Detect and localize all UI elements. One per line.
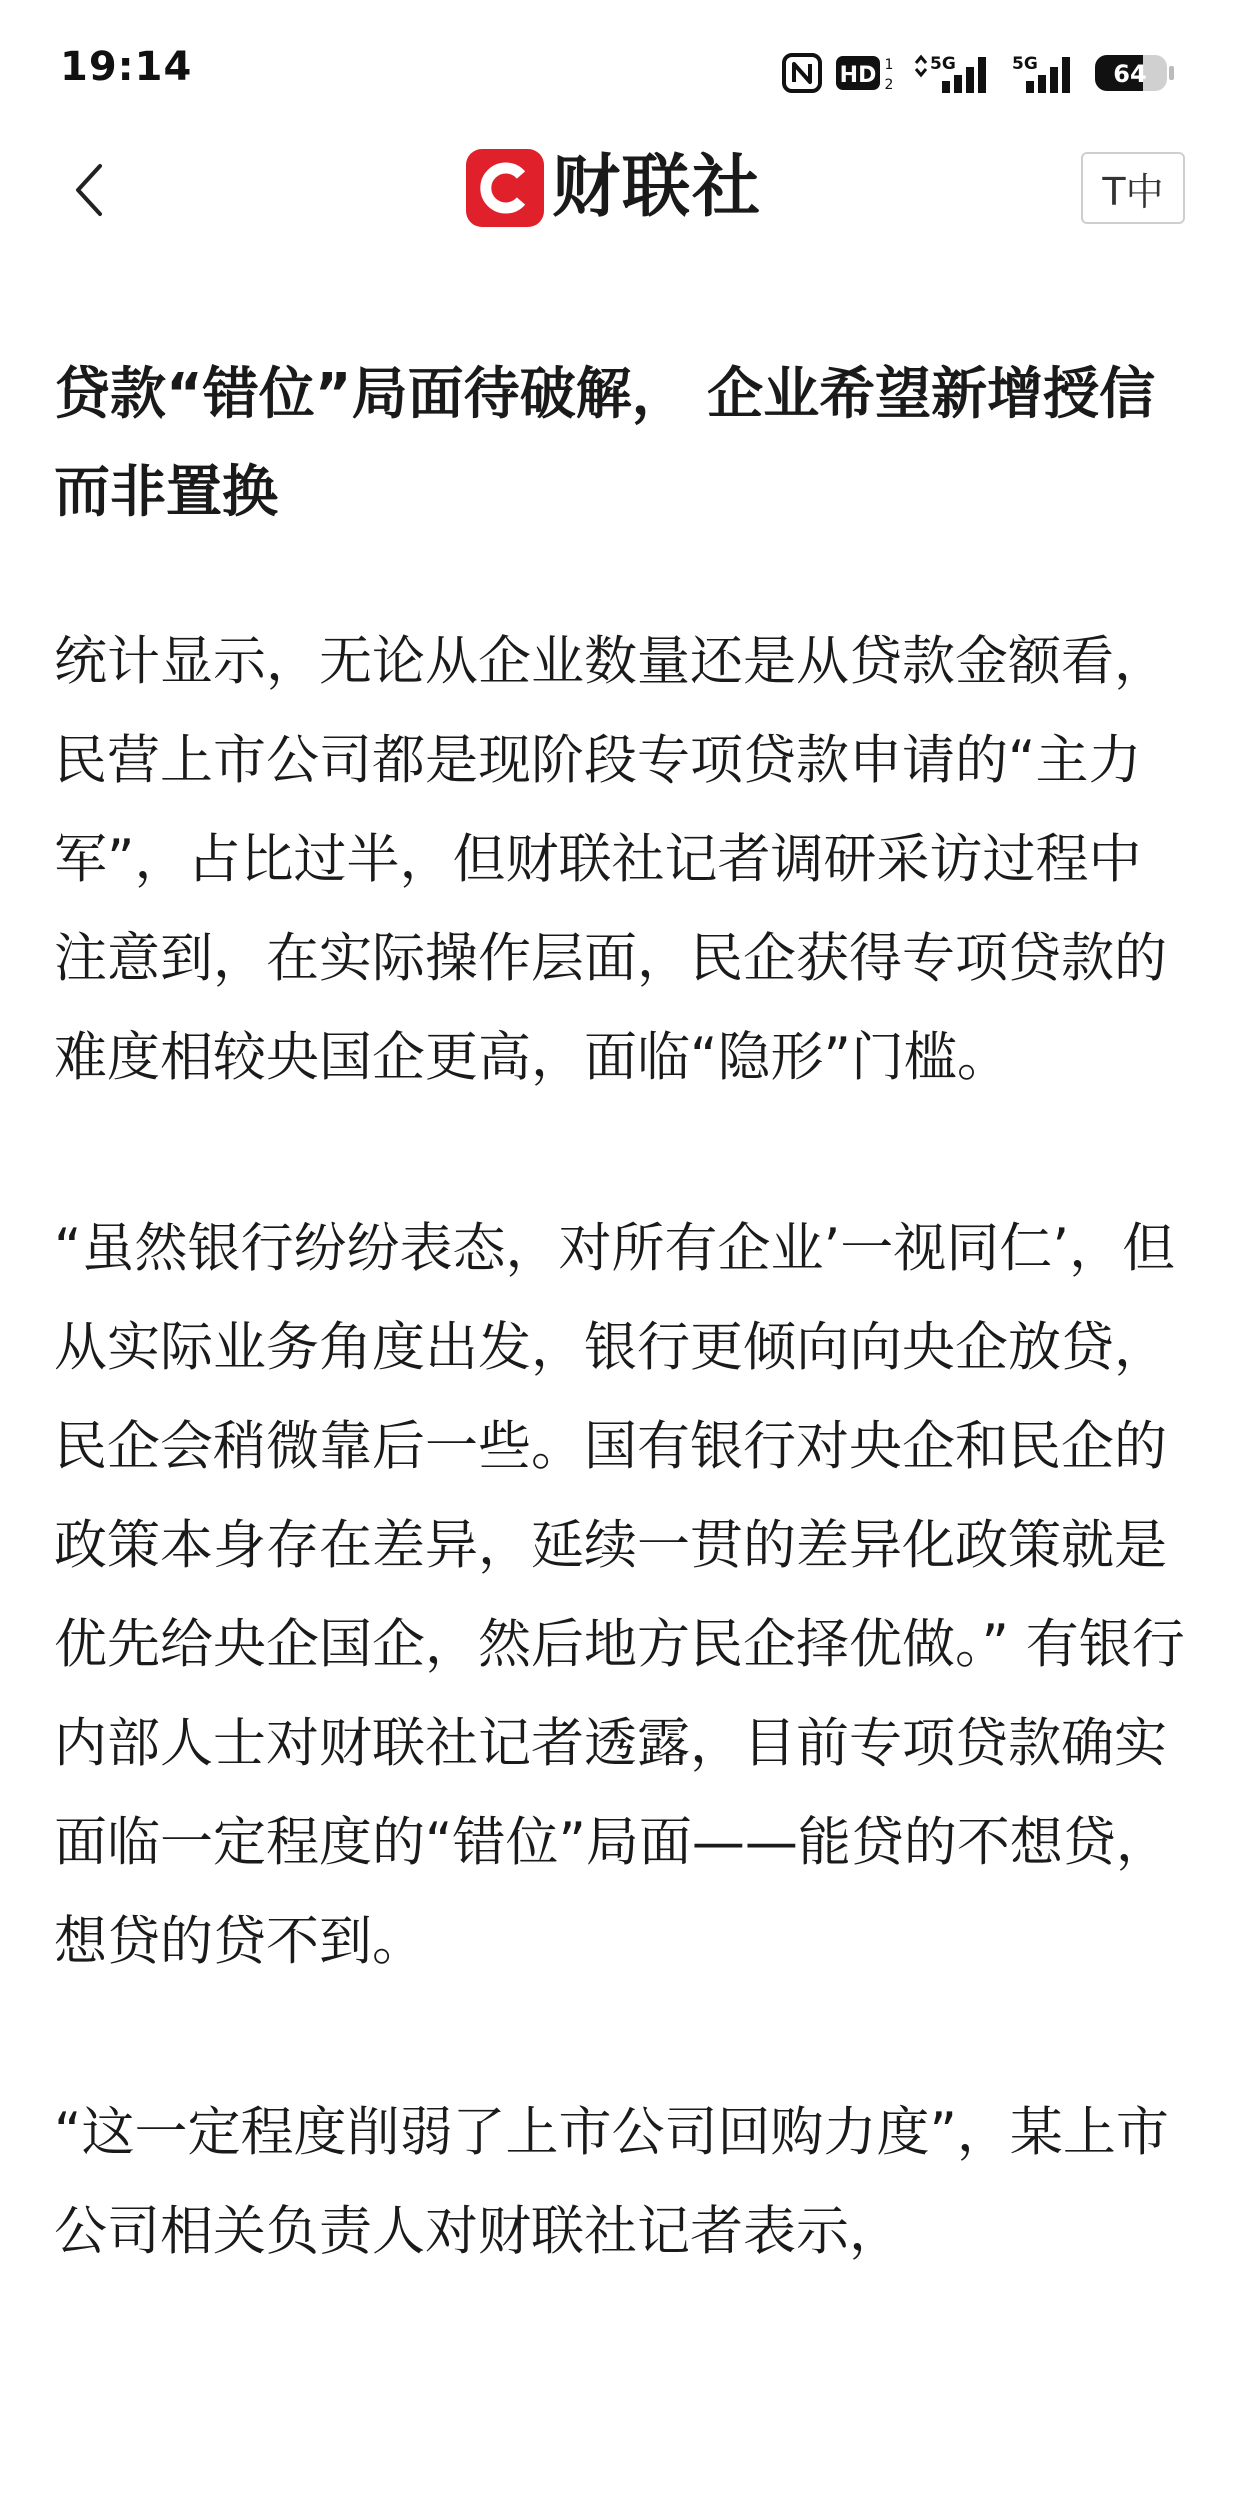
status-time: 19:14 <box>60 44 193 90</box>
article-paragraph: “虽然银行纷纷表态，对所有企业’一视同仁’，但从实际业务角度出发，银行更倾向向央企放贷，民企会稍微靠后一些。国有银行对央企和民企的政策本身存在差异，延续一贯的差异化政策就是优先给央企国企，然后地方民企择优做。” 有银行内部人士对财联社记者透露，目前专项贷款确实面临一定程度的“错位”局面——能贷的不想贷，想贷的贷不到。 <box>54 1218 1185 1972</box>
sim1-label: 5G <box>930 54 956 74</box>
logo-text: 财联社 <box>552 148 763 227</box>
status-bar <box>0 0 1240 130</box>
svg-text:1: 1 <box>884 57 894 73</box>
article <box>54 350 1190 2281</box>
battery-level: 64 <box>1113 60 1147 88</box>
back-button[interactable] <box>60 158 120 222</box>
article-paragraph: 统计显示，无论从企业数量还是从贷款金额看，民营上市公司都是现阶段专项贷款申请的“主力军”，占比过半，但财联社记者调研采访过程中注意到，在实际操作层面，民企获得专项贷款的难度相较央国企更高，面临“隐形”门槛。 <box>54 631 1167 1088</box>
chevron-left-icon <box>70 160 110 220</box>
logo-mark <box>466 149 544 227</box>
nfc-icon <box>782 53 822 93</box>
article-title: 贷款“错位”局面待破解， 企业希望新增授信而非置换 <box>54 362 1156 525</box>
svg-text:2: 2 <box>884 77 894 93</box>
battery-icon <box>1094 53 1176 93</box>
signal-5g-icon <box>912 51 996 95</box>
font-size-button[interactable]: T中 <box>1081 152 1185 224</box>
cls-logo <box>466 146 762 230</box>
hd-voice-icon <box>836 54 898 92</box>
status-icons <box>782 50 1176 96</box>
sim2-label: 5G <box>1012 54 1038 74</box>
article-paragraph: “这一定程度削弱了上市公司回购力度”，某上市公司相关负责人对财联社记者表示， <box>54 2102 1169 2262</box>
signal-5g-icon <box>1010 51 1080 95</box>
article-body <box>54 612 1190 2281</box>
hd-label: HD <box>839 63 877 88</box>
app-header <box>0 130 1240 250</box>
